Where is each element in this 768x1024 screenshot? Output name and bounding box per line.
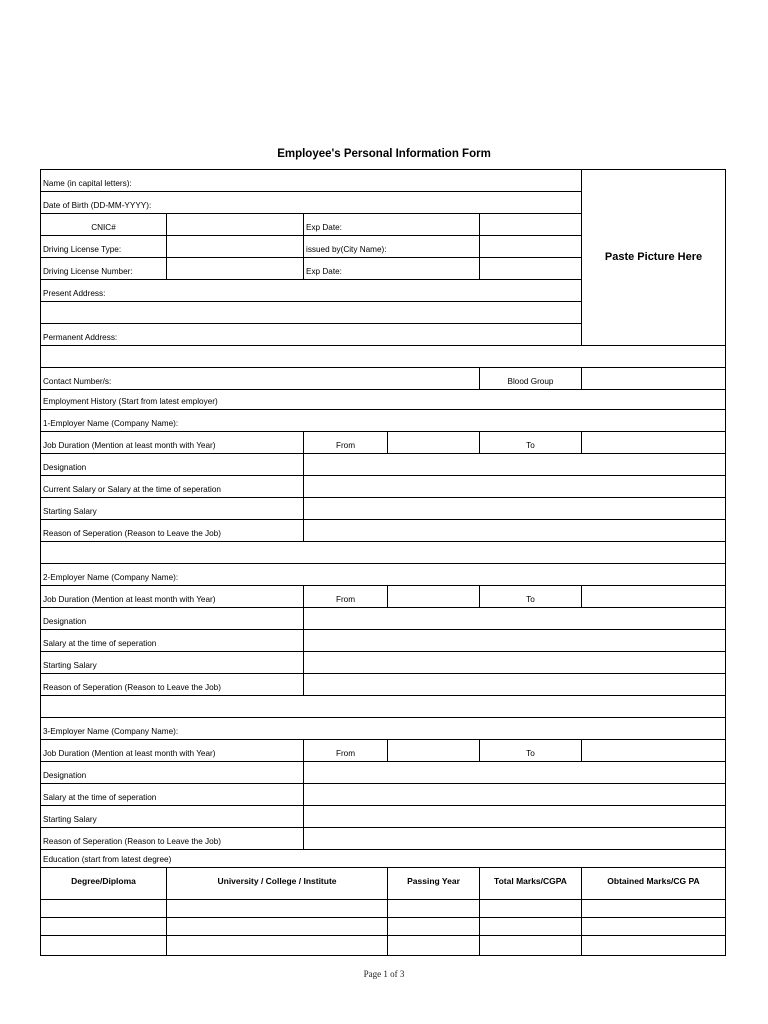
employer-1-designation-label: Designation [41, 454, 304, 476]
name-field-label[interactable]: Name (in capital letters): [41, 170, 582, 192]
education-heading: Education (start from latest degree) [41, 850, 726, 868]
education-row-1-total-marks[interactable] [480, 900, 582, 918]
education-row-3-university[interactable] [167, 936, 388, 955]
education-row-1-university[interactable] [167, 900, 388, 918]
cnic-exp-date-label: Exp Date: [304, 214, 480, 236]
education-row-1-passing-year[interactable] [388, 900, 480, 918]
employer-3-starting-salary-input[interactable] [304, 806, 726, 828]
license-exp-date-input[interactable] [480, 258, 582, 280]
employer-1-reason-label: Reason of Seperation (Reason to Leave the Job) [41, 520, 304, 542]
personal-information-form [40, 169, 726, 956]
employer-3-starting-salary-label: Starting Salary [41, 806, 304, 828]
education-row-3-total-marks[interactable] [480, 936, 582, 955]
cnic-label: CNIC# [41, 214, 167, 236]
employer-2-starting-salary-input[interactable] [304, 652, 726, 674]
employer-3-to-input[interactable] [582, 740, 726, 762]
employer-2-reason-input[interactable] [304, 674, 726, 696]
employer-3-salary-input[interactable] [304, 784, 726, 806]
education-col-obtained-marks: Obtained Marks/CG PA [582, 868, 726, 900]
employer-2-job-duration-label: Job Duration (Mention at least month with Year) [41, 586, 304, 608]
employer-3-name-label[interactable]: 3-Employer Name (Company Name): [41, 718, 726, 740]
education-row-2-university[interactable] [167, 918, 388, 936]
employer-2-from-label: From [304, 586, 388, 608]
employer-3-from-label: From [304, 740, 388, 762]
education-col-degree: Degree/Diploma [41, 868, 167, 900]
employer-3-designation-label: Designation [41, 762, 304, 784]
picture-placeholder[interactable]: Paste Picture Here [582, 170, 726, 346]
driving-license-type-input[interactable] [167, 236, 304, 258]
permanent-address-label[interactable]: Permanent Address: [41, 324, 582, 346]
education-row-3-passing-year[interactable] [388, 936, 480, 955]
employer-3-from-input[interactable] [388, 740, 480, 762]
employer-2-name-label[interactable]: 2-Employer Name (Company Name): [41, 564, 726, 586]
employer-3-job-duration-label: Job Duration (Mention at least month with Year) [41, 740, 304, 762]
employer-2-designation-label: Designation [41, 608, 304, 630]
education-row-3-degree[interactable] [41, 936, 167, 955]
employer-2-from-input[interactable] [388, 586, 480, 608]
permanent-address-input[interactable] [41, 346, 726, 368]
employer-1-from-label: From [304, 432, 388, 454]
employer-1-salary-label: Current Salary or Salary at the time of seperation [41, 476, 304, 498]
employer-1-job-duration-label: Job Duration (Mention at least month with Year) [41, 432, 304, 454]
employer-2-spacer-row[interactable] [41, 696, 726, 718]
employer-2-salary-input[interactable] [304, 630, 726, 652]
employer-1-from-input[interactable] [388, 432, 480, 454]
cnic-input[interactable] [167, 214, 304, 236]
cnic-exp-date-input[interactable] [480, 214, 582, 236]
employer-2-to-label: To [480, 586, 582, 608]
issued-by-input[interactable] [480, 236, 582, 258]
employer-1-starting-salary-label: Starting Salary [41, 498, 304, 520]
education-col-university: University / College / Institute [167, 868, 388, 900]
employer-2-salary-label: Salary at the time of seperation [41, 630, 304, 652]
employer-1-spacer-row[interactable] [41, 542, 726, 564]
employer-1-salary-input[interactable] [304, 476, 726, 498]
employer-3-to-label: To [480, 740, 582, 762]
employment-history-heading: Employment History (Start from latest employer) [41, 390, 726, 410]
issued-by-label: issued by(City Name): [304, 236, 480, 258]
employer-1-reason-input[interactable] [304, 520, 726, 542]
license-exp-date-label: Exp Date: [304, 258, 480, 280]
driving-license-type-label: Driving License Type: [41, 236, 167, 258]
employer-1-to-label: To [480, 432, 582, 454]
employer-2-starting-salary-label: Starting Salary [41, 652, 304, 674]
present-address-input[interactable] [41, 302, 582, 324]
employer-2-to-input[interactable] [582, 586, 726, 608]
employer-3-salary-label: Salary at the time of seperation [41, 784, 304, 806]
contact-number-label[interactable]: Contact Number/s: [41, 368, 480, 390]
employer-2-reason-label: Reason of Seperation (Reason to Leave the Job) [41, 674, 304, 696]
employer-1-to-input[interactable] [582, 432, 726, 454]
education-row-3-obtained-marks[interactable] [582, 936, 726, 955]
form-title: Employee's Personal Information Form [277, 148, 491, 160]
driving-license-number-label: Driving License Number: [41, 258, 167, 280]
employer-1-designation-input[interactable] [304, 454, 726, 476]
driving-license-number-input[interactable] [167, 258, 304, 280]
education-row-2-degree[interactable] [41, 918, 167, 936]
employer-1-starting-salary-input[interactable] [304, 498, 726, 520]
education-col-total-marks: Total Marks/CGPA [480, 868, 582, 900]
education-row-1-obtained-marks[interactable] [582, 900, 726, 918]
blood-group-label: Blood Group [480, 368, 582, 390]
dob-field-label[interactable]: Date of Birth (DD-MM-YYYY): [41, 192, 582, 214]
education-row-2-total-marks[interactable] [480, 918, 582, 936]
blood-group-input[interactable] [582, 368, 726, 390]
education-row-2-passing-year[interactable] [388, 918, 480, 936]
employer-3-reason-input[interactable] [304, 828, 726, 850]
page-number: Page 1 of 3 [363, 969, 405, 979]
employer-1-name-label[interactable]: 1-Employer Name (Company Name): [41, 410, 726, 432]
education-col-passing-year: Passing Year [388, 868, 480, 900]
present-address-label[interactable]: Present Address: [41, 280, 582, 302]
employer-2-designation-input[interactable] [304, 608, 726, 630]
employer-3-designation-input[interactable] [304, 762, 726, 784]
employer-3-reason-label: Reason of Seperation (Reason to Leave the Job) [41, 828, 304, 850]
education-row-1-degree[interactable] [41, 900, 167, 918]
education-row-2-obtained-marks[interactable] [582, 918, 726, 936]
